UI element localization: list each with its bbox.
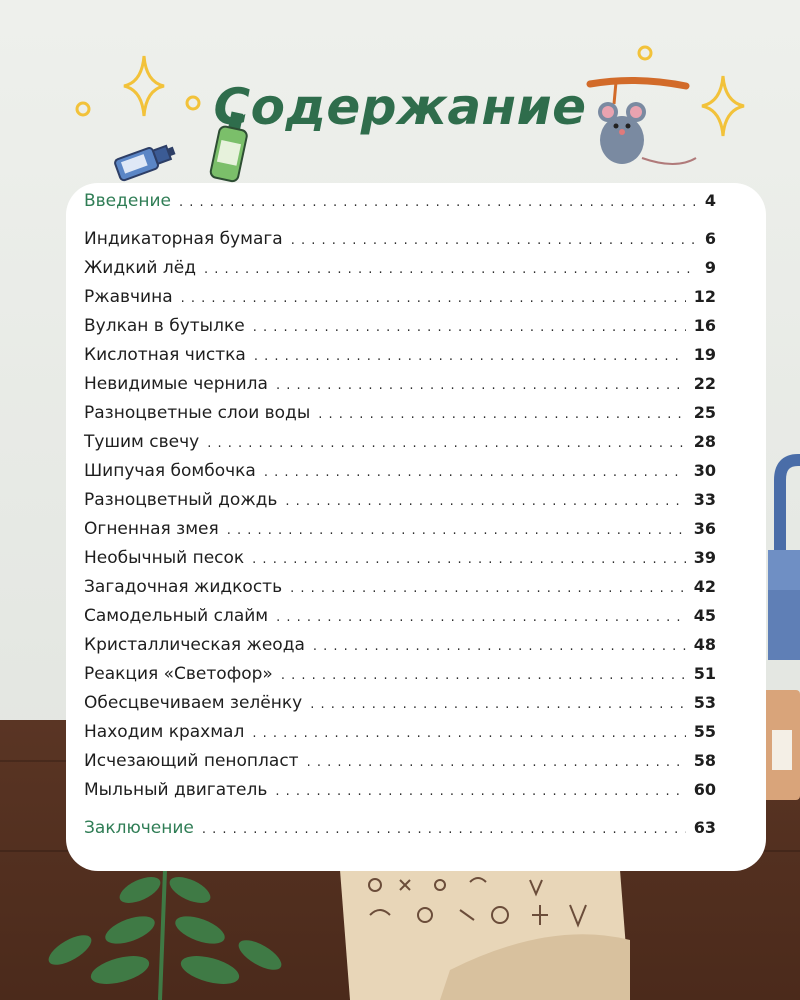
toc-item[interactable] [84, 664, 716, 690]
toc-item-title: Невидимые чернила [84, 374, 268, 394]
toc-item[interactable] [84, 229, 716, 255]
page-title: Содержание [213, 78, 587, 136]
toc-item-page: 55 [693, 722, 716, 741]
toc-item-page: 28 [693, 432, 716, 451]
toc-leader-dots [310, 697, 686, 712]
toc-item[interactable] [84, 519, 716, 545]
toc-item[interactable] [84, 548, 716, 574]
toc-item-title: Находим крахмал [84, 722, 245, 742]
toc-item-page: 6 [704, 229, 716, 248]
toc-intro-title: Введение [84, 191, 171, 211]
toc-item-title: Жидкий лёд [84, 258, 196, 278]
toc-leader-dots [207, 436, 686, 451]
toc-item[interactable] [84, 287, 716, 313]
toc-item-title: Шипучая бомбочка [84, 461, 256, 481]
toc-leader-dots [264, 465, 686, 480]
toc-item-title: Кристаллическая жеода [84, 635, 305, 655]
toc-item-title: Мыльный двигатель [84, 780, 268, 800]
toc-item-title: Огненная змея [84, 519, 219, 539]
toc-item[interactable] [84, 345, 716, 371]
toc-leader-dots [254, 349, 686, 364]
scroll-illustration [330, 860, 650, 1000]
toc-item-title: Необычный песок [84, 548, 245, 568]
toc-outro-title: Заключение [84, 818, 194, 838]
toc-item-title: Исчезающий пенопласт [84, 751, 299, 771]
toc-item[interactable] [84, 722, 716, 748]
toc-leader-dots [276, 378, 686, 393]
toc-item-page: 45 [693, 606, 716, 625]
toc-item[interactable] [84, 577, 716, 603]
toc-leader-dots [285, 494, 685, 509]
toc-item-title: Вулкан в бутылке [84, 316, 245, 336]
toc-item[interactable] [84, 374, 716, 400]
toc-item[interactable] [84, 780, 716, 806]
toc-item-title: Реакция «Светофор» [84, 664, 273, 684]
toc-leader-dots [318, 407, 685, 422]
toc-leader-dots [252, 726, 685, 741]
toc-leader-dots [290, 581, 686, 596]
toc-leader-dots [181, 291, 686, 306]
toc-item-page: 53 [693, 693, 716, 712]
toc-item-title: Разноцветные слои воды [84, 403, 311, 423]
toc-item-title: Самодельный слайм [84, 606, 269, 626]
blue-bottle-icon [110, 138, 180, 184]
toc-item-title: Обесцвечиваем зелёнку [84, 693, 303, 713]
toc-leader-dots [275, 784, 685, 799]
toc-item-page: 51 [693, 664, 716, 683]
toc-leader-dots [204, 262, 697, 277]
toc-item-page: 25 [693, 403, 716, 422]
toc-item[interactable] [84, 751, 716, 777]
toc-leader-dots [313, 639, 686, 654]
toc-leader-dots [253, 320, 686, 335]
toc-leader-dots [227, 523, 686, 538]
toc-item[interactable] [84, 258, 716, 284]
dot-ring-icon [636, 44, 654, 62]
toc-item-title: Индикаторная бумага [84, 229, 283, 249]
toc-item[interactable] [84, 432, 716, 458]
toc-intro[interactable] [84, 191, 716, 217]
toc-leader-dots [202, 822, 686, 837]
toc-item-page: 19 [693, 345, 716, 364]
toc-item[interactable] [84, 490, 716, 516]
toc-outro-page: 63 [693, 818, 716, 837]
toc-item-title: Тушим свечу [84, 432, 200, 452]
toc-item-page: 16 [693, 316, 716, 335]
toc-item-page: 36 [693, 519, 716, 538]
toc-item-title: Кислотная чистка [84, 345, 246, 365]
toc-item-page: 48 [693, 635, 716, 654]
toc-leader-dots [291, 233, 697, 248]
toc-intro-page: 4 [704, 191, 716, 210]
toc-item-page: 60 [693, 780, 716, 799]
toc-leader-dots [281, 668, 686, 683]
toc-outro[interactable] [84, 818, 716, 844]
toc-leader-dots [179, 195, 697, 210]
toc-item[interactable] [84, 316, 716, 342]
toc-item-title: Разноцветный дождь [84, 490, 278, 510]
toc-item-page: 42 [693, 577, 716, 596]
toc-item-title: Ржавчина [84, 287, 173, 307]
plant-illustration [40, 860, 300, 1000]
toc-item-page: 22 [693, 374, 716, 393]
toc-item-page: 12 [693, 287, 716, 306]
toc-item[interactable] [84, 403, 716, 429]
toc-item[interactable] [84, 693, 716, 719]
toc-leader-dots [276, 610, 686, 625]
toc-item[interactable] [84, 461, 716, 487]
toc-item-title: Загадочная жидкость [84, 577, 283, 597]
toc-leader-dots [307, 755, 686, 770]
toc-item-page: 58 [693, 751, 716, 770]
toc-item-page: 39 [693, 548, 716, 567]
toc-item-page: 9 [704, 258, 716, 277]
toc-leader-dots [252, 552, 686, 567]
toc-item[interactable] [84, 635, 716, 661]
toc-item-page: 33 [693, 490, 716, 509]
toc-item-page: 30 [693, 461, 716, 480]
toc-item[interactable] [84, 606, 716, 632]
